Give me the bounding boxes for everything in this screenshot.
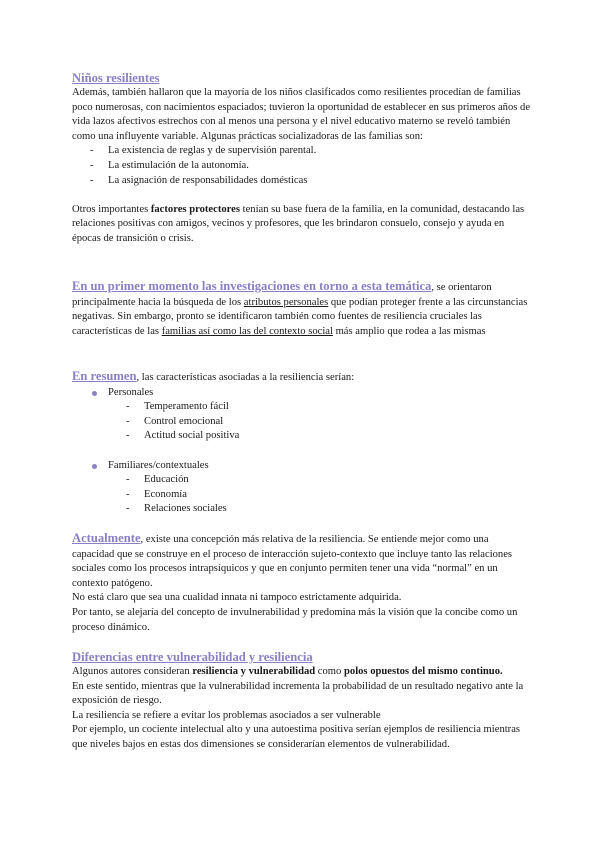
sub-list: [108, 400, 532, 444]
bold-text: resiliencia y vulnerabilidad: [192, 666, 316, 677]
text: , las características asociadas a la resiliencia serían:: [136, 372, 355, 383]
list-item: - Control emocional: [72, 415, 532, 430]
section-ninos-resilientes: [72, 70, 532, 247]
section-en-resumen: [72, 368, 532, 517]
text: , se orientaron principalmente hacia la búsqueda de los: [72, 282, 492, 308]
paragraph: Por ejemplo, un cociente intelectual alto y una autoestima positiva serían ejemplos de resiliencia mientras que niveles bajos en estas dos dimensiones se considerarían elementos de vulnerabilidad.: [72, 724, 521, 750]
text: que podían proteger frente a las circunstancias negativas. Sin embargo, pronto se identificaron también como fuentes de resiliencia cruciales las características de las: [72, 296, 528, 337]
section-investigaciones: [72, 278, 532, 339]
text: Algunos autores consideran: [72, 666, 193, 677]
section-heading: En un primer momento las investigaciones en torno a esta temática: [72, 279, 432, 293]
section-actualmente: [72, 530, 532, 635]
list-item: - Temperamento fácil: [72, 400, 532, 415]
paragraph: [72, 278, 532, 339]
list-item: - Actitud social positiva: [72, 429, 532, 444]
paragraph: [72, 203, 532, 247]
paragraph: Por tanto, se alejaría del concepto de invulnerabilidad y predomina más la visión que la concibe como un proceso dinámico.: [72, 606, 518, 633]
section-heading: Niños resilientes: [72, 71, 160, 85]
group-label: Familiares/contextuales: [108, 459, 209, 471]
text: tenían su base fuera de la familia, en la comunidad, destacando las relaciones positivas con amigos, vecinos y profesores, que les brindaron consuelo, consejo y ayuda en épocas de transición o crisis.: [72, 203, 525, 244]
list-item: - Relaciones sociales: [72, 502, 532, 517]
section-heading: Diferencias entre vulnerabilidad y resiliencia: [72, 650, 313, 664]
underlined-text: atributos personales: [243, 296, 329, 308]
group-label: Personales: [108, 386, 154, 398]
text: más amplio que rodea a las mismas: [332, 325, 486, 337]
bold-text: factores protectores: [150, 203, 240, 215]
list-item: - La asignación de responsabilidades domésticas: [72, 174, 532, 189]
practices-list: [72, 144, 532, 188]
paragraph: En este sentido, mientras que la vulnerabilidad incrementa la probabilidad de un resultado negativo ante la exposición de riesgo.: [72, 680, 524, 707]
paragraph: [72, 368, 532, 386]
paragraph: [72, 665, 532, 680]
paragraph: [72, 530, 532, 591]
paragraph: Además, también hallaron que la mayoría de los niños clasificados como resilientes procedían de familias poco numerosas, con nacimientos espaciados; tuvieron la oportunidad de establecer en sus primeros años de vida lazos afectivos estrechos con al menos una persona y el nivel educativo materno se reveló también como una influyente variable. Algunas prácticas socializadoras de las familias son:: [72, 87, 531, 142]
list-item: - La estimulación de la autonomía.: [72, 159, 532, 174]
section-diferencias: [72, 649, 532, 753]
characteristics-list: [72, 386, 532, 517]
sub-list: [108, 473, 532, 517]
text: , existe una concepción más relativa de la resiliencia. Se entiende mejor como una capacidad que se construye en el proceso de interacción sujeto-contexto que incluye tanto las relaciones sociales como los procesos intrapsíquicos y que en conjunto permiten tener una vida “normal” en un contexto patógeno.: [72, 534, 513, 589]
text: Otros importantes: [72, 203, 151, 215]
bold-text: polos opuestos del mismo continuo.: [344, 666, 503, 677]
section-heading: Actualmente: [72, 531, 141, 545]
list-item: - Educación: [72, 473, 532, 488]
list-item: - Economía: [72, 488, 532, 503]
list-item: [72, 386, 532, 459]
text: como: [315, 666, 344, 677]
underlined-text: familias así como las del contexto social: [161, 325, 333, 337]
paragraph: No está claro que sea una cualidad innata ni tampoco estrictamente adquirida.: [72, 592, 402, 604]
paragraph: La resiliencia se refiere a evitar los problemas asociados a ser vulnerable: [72, 709, 381, 721]
section-heading: En resumen: [72, 369, 137, 383]
list-item: [72, 459, 532, 517]
list-item: - La existencia de reglas y de supervisión parental.: [72, 144, 532, 159]
